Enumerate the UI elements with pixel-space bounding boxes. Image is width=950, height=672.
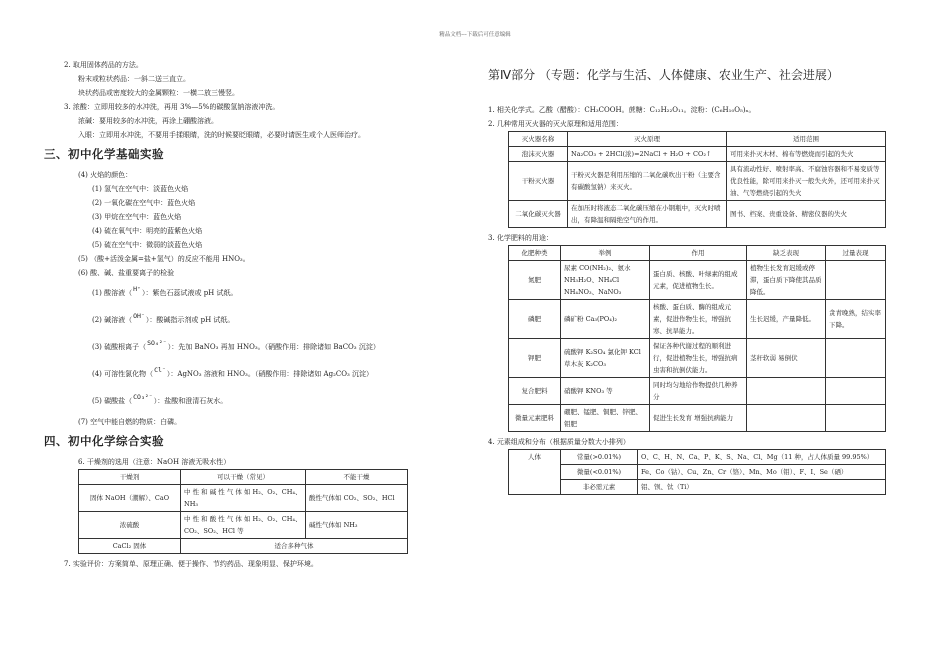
fertilizer-table [508,245,886,432]
table-cell: Fe、Co（钴）、Cu、Zn、Cr（铬）、Mn、Mo（钼）、F、I、Se（硒） [638,465,886,480]
table-cell: 干粉灭火器是利用压缩的二氧化碳吹出干粉（主要含有碳酸氢钠）来灭火。 [568,162,727,201]
para-hno3: (5) （酸+活泼金属=盐+氢气）的反应不能用 HNO₃。 [78,255,250,263]
extinguisher-table [508,131,886,228]
para-formulas: 1. 相关化学式。乙酸（醋酸）：CH₃COOH。蔗糖：C₁₂H₂₂O₁₁。淀粉：(C₆H₁₀O₅)ₙ。 [488,106,756,114]
table-cell: 茎秆软弱 易倒伏 [747,339,826,378]
table-header: 过量表现 [826,246,886,261]
ion-test-method: ）：盐酸和澄清石灰水。 [153,397,228,405]
table-cell: 中 性 和 酸 性 气 体 如 H₂、O₂、CH₄、CO₂、SO₂、HCl 等 [181,512,306,539]
table-row [509,201,886,228]
ion-test-title: (6) 酸、碱、盐重要离子的检验 [78,269,175,277]
table-cell: 酸性气体如 CO₂、SO₂、HCl [306,485,408,512]
table-cell: 微量(<0.01%) [561,465,638,480]
para-powder: 粉末或粒状药品：一斜二送三直立。 [78,75,190,83]
table-cell: 硼肥、锰肥、铜肥、锌肥、钼肥 [561,405,650,432]
ion-test-item [64,388,444,415]
table-header: 灭火器名称 [509,132,568,147]
table-cell: 中 性 和 碱 性 气 体 如 H₂、O₂、CH₄、NH₃ [181,485,306,512]
table-cell [826,378,886,405]
ion-formula: Cl⁻ [154,366,166,374]
left-column [44,58,444,571]
table-header: 干燥剂 [79,470,181,485]
table-cell: 核酸、蛋白质、酶的组成元素，促进作物生长，增强抗寒、抗旱能力。 [650,300,747,339]
table-cell: 可用来扑灭木材、棉布等燃烧而引起的失火 [727,147,886,162]
section-heading-4: 四、初中化学综合实验 [44,434,164,448]
flame-item: (5) 硫在空气中：微弱的淡蓝色火焰 [92,241,203,249]
desiccant-table [78,469,408,554]
table-cell [826,405,886,432]
section-heading-3: 三、初中化学基础实验 [44,147,164,161]
ion-test-item [64,280,444,307]
table-cell: 尿素 CO(NH₂)₂、氨水 NH₃H₂O、NH₄Cl NH₄NO₃、NaNO₃ [561,261,650,300]
table-cell: 常量(>0.01%) [561,450,638,465]
table-row [509,261,886,300]
table-row [509,300,886,339]
ion-test-label: (2) 碱溶液（ [92,316,133,324]
table-cell [826,261,886,300]
table-header: 可以干燥（常见） [181,470,306,485]
table-cell: 同时均匀地给作物提供几种养分 [650,378,747,405]
table-header: 适用范围 [727,132,886,147]
table-cell: 促进生长发育 增强抗病能力 [650,405,747,432]
table-cell [747,378,826,405]
table-row [509,405,886,432]
table-cell: O、C、H、N、Ca、P、K、S、Na、Cl、Mg（11 种，占人体质量 99.95%） [638,450,886,465]
ion-test-item [64,307,444,334]
table-cell: 氮肥 [509,261,561,300]
ion-formula: CO₃²⁻ [133,393,153,401]
flame-item: (4) 硫在氧气中：明亮的蓝紫色火焰 [92,227,203,235]
para-base-burn: 浓碱：要用较多的水冲洗，再涂上硼酸溶液。 [78,117,218,125]
para-evaluation: 7. 实验评价：方案简单、原理正确、便于操作、节约药品、现象明显、保护环境。 [64,560,318,568]
ion-formula: H⁺ [133,285,141,293]
flame-item: (3) 甲烷在空气中：蓝色火焰 [92,213,182,221]
ion-test-label: (4) 可溶性氯化物（ [92,370,154,378]
para-elements-title: 4. 元素组成和分布（根据质量分数大小排列） [488,438,630,446]
table-cell: 生长迟缓，产量降低。 [747,300,826,339]
right-column [488,58,898,498]
ion-test-item [64,334,444,361]
flame-item: (2) 一氧化碳在空气中：蓝色火焰 [92,199,196,207]
para-fertilizer-title: 3. 化学肥料的用途： [488,234,553,242]
table-cell: 固体 NaOH（潮解）、CaO [79,485,181,512]
para-acid-burn: 3. 浓酸：立即用较多的水冲洗，再用 3%—5%的碳酸氢钠溶液冲洗。 [64,103,280,111]
table-cell: 图书、档案、贵重设备、精密仪器的失火 [727,201,886,228]
table-row [509,465,886,480]
table-cell: 碱性气体如 NH₃ [306,512,408,539]
desiccant-title: 6. 干燥剂的选用（注意：NaOH 溶液无吸水性） [78,458,231,466]
ion-test-label: (5) 碳酸盐（ [92,397,133,405]
table-row [79,512,408,539]
table-header: 不能干燥 [306,470,408,485]
ion-test-method: ）：先加 BaNO₃ 再加 HNO₃。（硝酸作用：排除诸如 BaCO₃ 沉淀） [167,343,380,351]
flame-item: (1) 氢气在空气中：淡蓝色火焰 [92,185,189,193]
flame-title: (4) 火焰的颜色： [78,171,133,179]
para-white-phosphorus: (7) 空气中能自燃的物质：白磷。 [78,418,182,426]
table-row [509,162,886,201]
para-extinguisher-title: 2. 几种常用灭火器的灭火原理和适用范围： [488,120,623,128]
table-row [509,147,886,162]
table-row [509,480,886,495]
table-cell: 具有流动性好、喷射率高、不腐蚀容器和不易变质等优良性能，除可用来扑灭一般失火外，还可用来扑灭油、气等燃烧引起的失火 [727,162,886,201]
ion-test-label: (1) 酸溶液（ [92,289,133,297]
table-cell: 泡沫灭火器 [509,147,568,162]
table-cell: 人体 [509,450,561,495]
table-header: 化肥种类 [509,246,561,261]
ion-test-item [64,361,444,388]
table-cell: 磷肥 [509,300,561,339]
header-watermark: 精品文档---下载后可任意编辑 [439,32,511,38]
table-cell: 适合多种气体 [181,539,408,554]
para-eye: 入眼：立即用水冲洗，不要用手揉眼睛，洗的时候要眨眼睛，必要时请医生或个人医师治疗。 [78,131,365,139]
table-row [79,485,408,512]
table-header: 缺乏表现 [747,246,826,261]
table-cell: 硫酸钾 K₂SO₄ 氯化钾 KCl 草木灰 K₂CO₃ [561,339,650,378]
table-cell: 植物生长发育迟缓或停滞，蛋白质下降使其品质降低。 [747,261,826,300]
table-row [509,450,886,465]
table-cell [747,405,826,432]
ion-formula: OH⁻ [133,312,145,320]
table-header: 举例 [561,246,650,261]
table-cell [826,339,886,378]
table-cell: 贪青晚熟，结实率下降。 [826,300,886,339]
table-cell: 钾肥 [509,339,561,378]
table-row [509,339,886,378]
table-header: 作用 [650,246,747,261]
elements-table [508,449,886,495]
table-cell: 二氧化碳灭火器 [509,201,568,228]
ion-test-method: ）：AgNO₃ 溶液和 HNO₃。（硝酸作用：排除诸如 Ag₂CO₃ 沉淀） [166,370,374,378]
table-cell: 干粉灭火器 [509,162,568,201]
ion-test-method: ）：紫色石蕊试液或 pH 试纸。 [141,289,238,297]
ion-test-method: ）：酸碱指示剂或 pH 试纸。 [145,316,235,324]
table-header: 灭火原理 [568,132,727,147]
table-cell: CaCl₂ 固体 [79,539,181,554]
part-title: 第Ⅳ部分 （专题：化学与生活、人体健康、农业生产、社会进展） [488,68,839,82]
table-cell: Na₂CO₃ + 2HCl(浓)=2NaCl + H₂O + CO₂↑ [568,147,727,162]
ion-formula: SO₄²⁻ [147,339,167,347]
table-row [509,378,886,405]
table-cell: 蛋白质、核酸、叶绿素的组成元素，促进植物生长。 [650,261,747,300]
table-cell: 在加压时将液态二氧化碳压缩在小钢瓶中，灭火时喷出，有降温和隔绝空气的作用。 [568,201,727,228]
table-cell: 浓硫酸 [79,512,181,539]
table-row [79,539,408,554]
ion-test-label: (3) 硫酸根离子（ [92,343,147,351]
table-cell: 铝、钡、钛（Ti） [638,480,886,495]
table-cell: 非必需元素 [561,480,638,495]
table-cell: 硝酸钾 KNO₃ 等 [561,378,650,405]
table-cell: 微量元素肥料 [509,405,561,432]
table-cell: 保证各种代谢过程的顺利进行，促进植物生长，增强抗病虫害和抗倒伏能力。 [650,339,747,378]
table-cell: 复合肥料 [509,378,561,405]
para-block: 块状药品或密度较大的金属颗粒：一横二放三慢竖。 [78,89,239,97]
para-solid-reagent: 2. 取用固体药品的方法。 [64,61,143,69]
table-cell: 磷矿粉 Ca₃(PO₄)₂ [561,300,650,339]
